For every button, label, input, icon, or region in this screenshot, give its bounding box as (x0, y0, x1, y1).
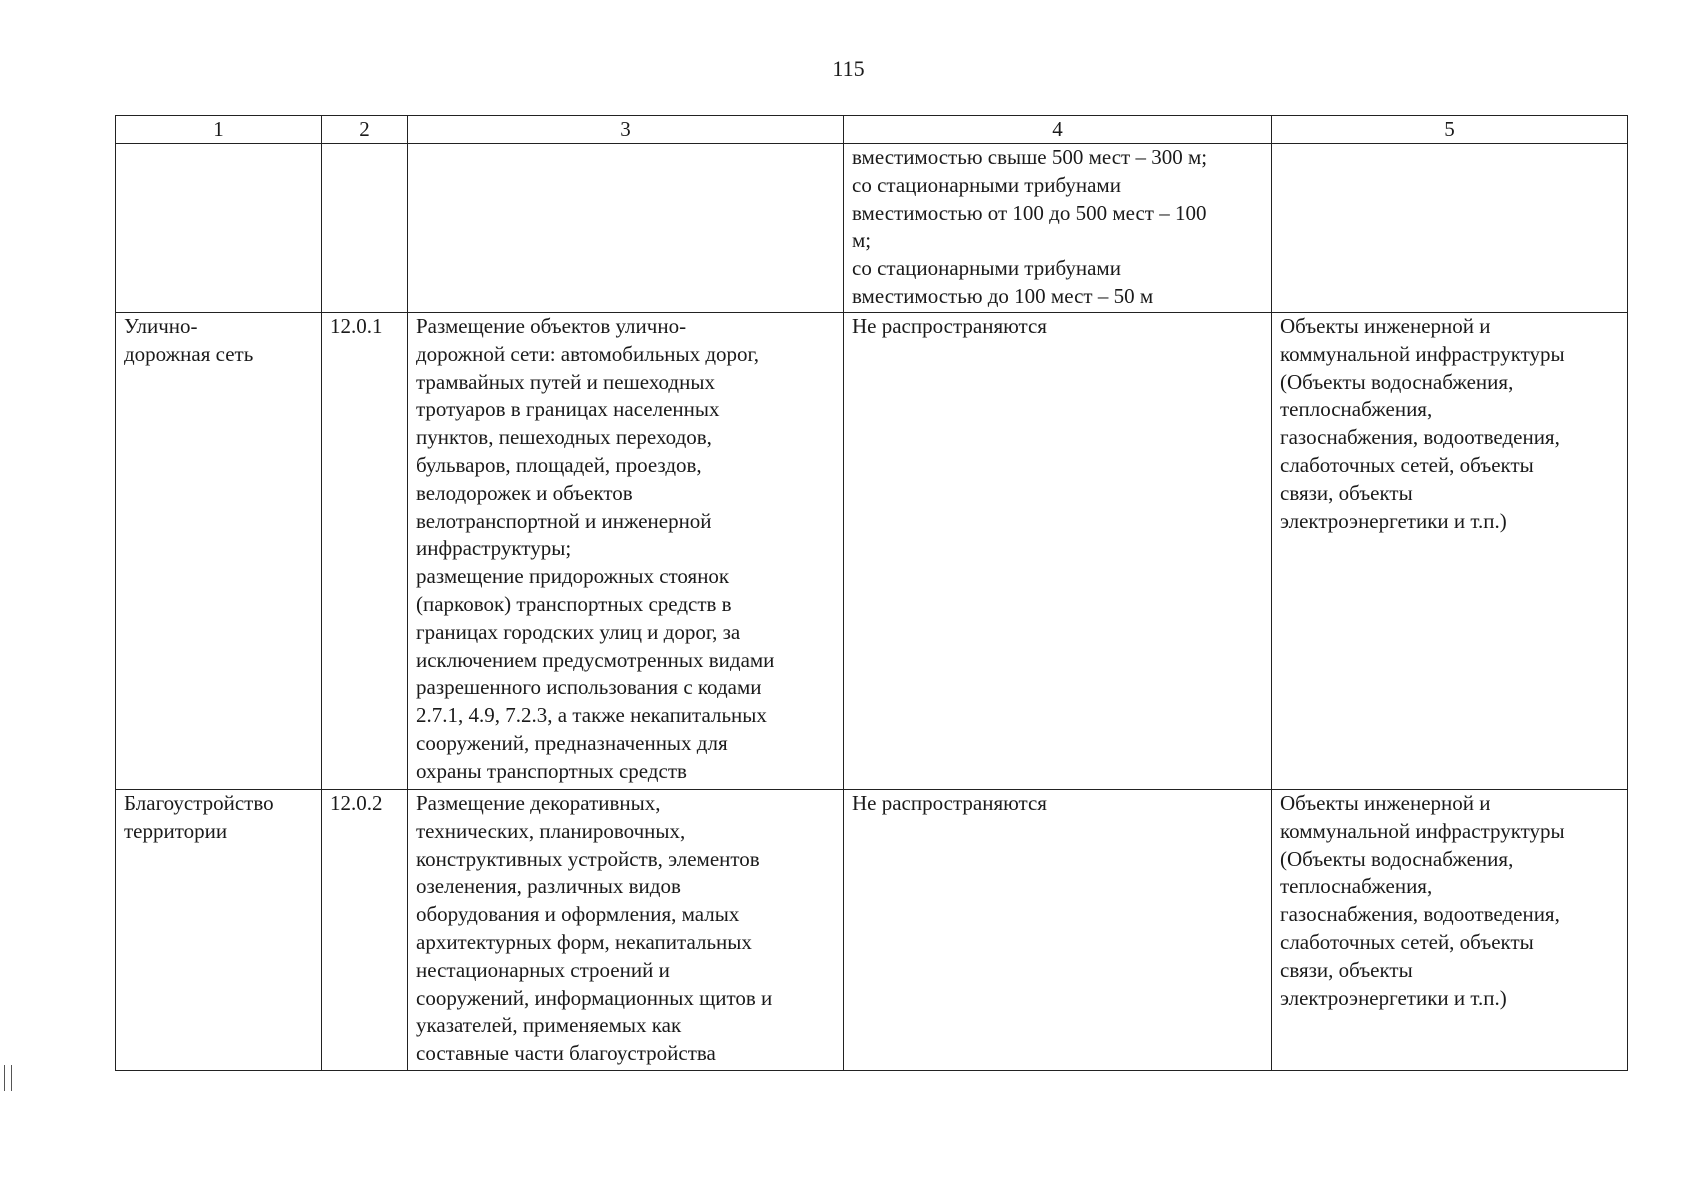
cell-code: 12.0.2 (322, 790, 408, 1071)
cell-description: Размещение объектов улично- дорожной сети: автомобильных дорог, трамвайных путей и пешеходных тротуаров в границах населенных пунктов, пешеходных переходов, бульваров, площадей, проездов, велодорожек и объектов велотранспортной и инженерной инфраструктуры; размещение придорожных стоянок (парковок) транспортных средств в границах городских улиц и дорог, за исключением предусмотренных видами разрешенного использования с кодами 2.7.1, 4.9, 7.2.3, а также некапитальных сооружений, предназначенных для охраны транспортных средств (408, 313, 844, 790)
cell-code: 12.0.1 (322, 313, 408, 790)
cell-limits: Не распространяются (844, 313, 1272, 790)
cell-auxiliary: Объекты инженерной и коммунальной инфраструктуры (Объекты водоснабжения, теплоснабжения, газоснабжения, водоотведения, слаботочных сетей, объекты связи, объекты электроэнергетики и т.п.) (1272, 790, 1628, 1071)
table-row (116, 313, 1628, 790)
table-row (116, 790, 1628, 1071)
cell-description: Размещение декоративных, технических, планировочных, конструктивных устройств, элементов озеленения, различных видов оборудования и оформления, малых архитектурных форм, некапитальных нестационарных строений и сооружений, информационных щитов и указателей, применяемых как составные части благоустройства (408, 790, 844, 1071)
cell-limits: Не распространяются (844, 790, 1272, 1071)
cell-name: Благоустройство территории (116, 790, 322, 1071)
page-number: 115 (832, 56, 865, 81)
column-header-5: 5 (1272, 116, 1628, 144)
cell-auxiliary: Объекты инженерной и коммунальной инфраструктуры (Объекты водоснабжения, теплоснабжения, газоснабжения, водоотведения, слаботочных сетей, объекты связи, объекты электроэнергетики и т.п.) (1272, 313, 1628, 790)
cell-description (408, 144, 844, 313)
column-header-3: 3 (408, 116, 844, 144)
cell-limits: вместимостью свыше 500 мест – 300 м; со стационарными трибунами вместимостью от 100 до 500 мест – 100 м; со стационарными трибунами вместимостью до 100 мест – 50 м (844, 144, 1272, 313)
scan-edge-marks (4, 1065, 12, 1091)
column-header-1: 1 (116, 116, 322, 144)
cell-code (322, 144, 408, 313)
table-row (116, 144, 1628, 313)
cell-auxiliary (1272, 144, 1628, 313)
table-header-row (116, 116, 1628, 144)
cell-name (116, 144, 322, 313)
land-use-table (115, 115, 1628, 1071)
column-header-2: 2 (322, 116, 408, 144)
cell-name: Улично- дорожная сеть (116, 313, 322, 790)
column-header-4: 4 (844, 116, 1272, 144)
